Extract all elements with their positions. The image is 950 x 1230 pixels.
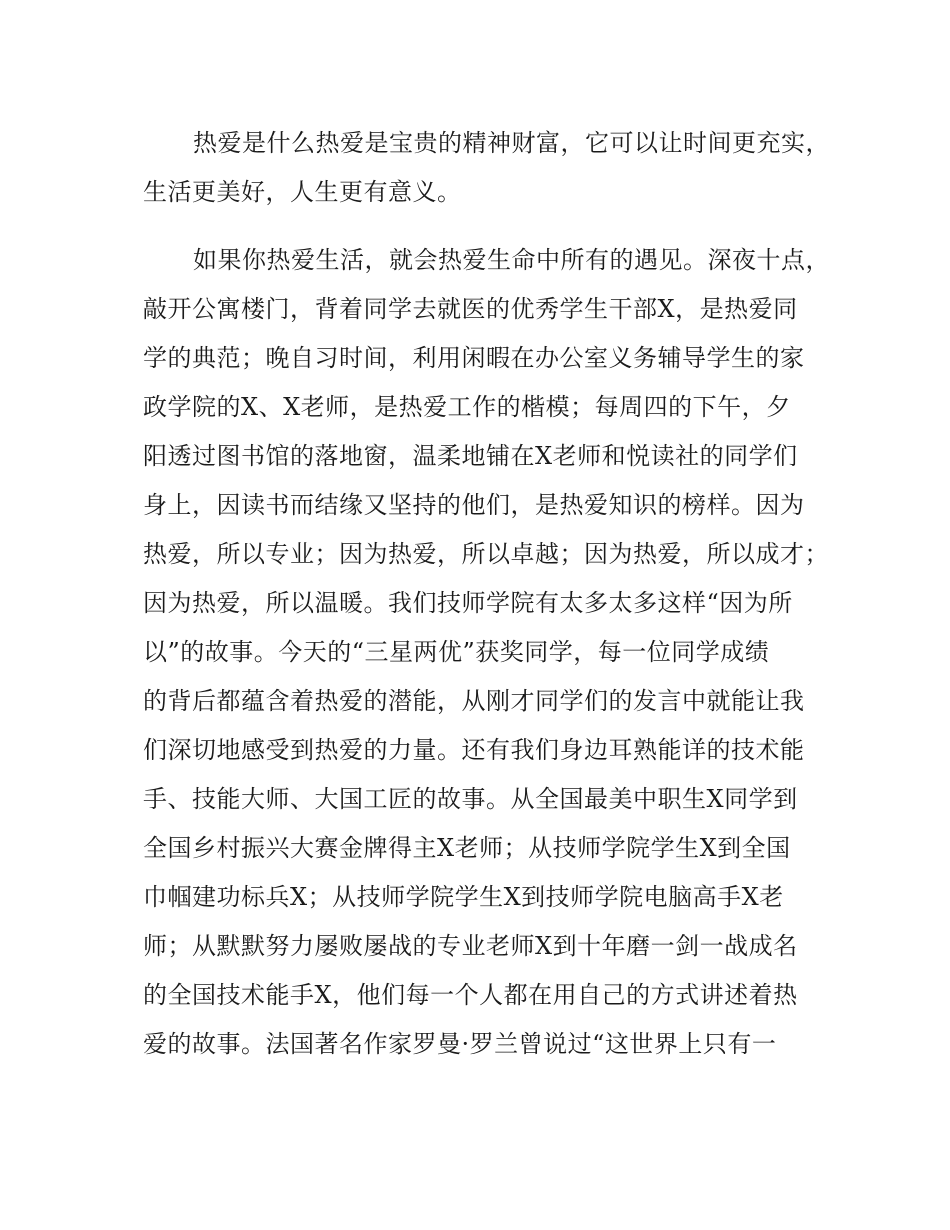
text-line: 因为热爱，所以温暖。我们技师学院有太多太多这样“因为所 <box>143 589 793 617</box>
text-line: 全国乡村振兴大赛金牌得主X老师；从技师学院学生X到全国 <box>143 834 791 862</box>
text-line: 们深切地感受到热爱的力量。还有我们身边耳熟能详的技术能 <box>143 736 805 764</box>
text-line: 巾帼建功标兵X；从技师学院学生X到技师学院电脑高手X老 <box>143 883 784 911</box>
text-line: 热爱，所以专业；因为热爱，所以卓越；因为热爱，所以成才； <box>143 540 829 568</box>
text-line: 手、技能大师、大国工匠的故事。从全国最美中职生X同学到 <box>143 785 798 813</box>
text-line: 学的典范；晚自习时间，利用闲暇在办公室义务辅导学生的家 <box>143 344 805 372</box>
text-line: 热爱是什么热爱是宝贵的精神财富，它可以让时间更充实， <box>193 129 830 157</box>
text-line: 爱的故事。法国著名作家罗曼·罗兰曾说过“这世界上只有一 <box>143 1030 777 1058</box>
text-line: 阳透过图书馆的落地窗，温柔地铺在X老师和悦读社的同学们 <box>143 442 798 470</box>
text-line: 师；从默默努力屡败屡战的专业老师X到十年磨一剑一战成名 <box>143 932 798 960</box>
text-line: 政学院的X、X老师，是热爱工作的楷模；每周四的下午，夕 <box>143 393 791 421</box>
text-line: 的全国技术能手X，他们每一个人都在用自己的方式讲述着热 <box>143 981 798 1009</box>
text-line: 身上，因读书而结缘又坚持的他们，是热爱知识的榜样。因为 <box>143 491 805 519</box>
text-line: 敲开公寓楼门，背着同学去就医的优秀学生干部X，是热爱同 <box>143 295 798 323</box>
text-line: 生活更美好，人生更有意义。 <box>143 178 462 206</box>
text-line: 以”的故事。今天的“三星两优”获奖同学，每一位同学成绩 <box>143 638 770 666</box>
text-line: 如果你热爱生活，就会热爱生命中所有的遇见。深夜十点， <box>193 246 830 274</box>
text-line: 的背后都蕴含着热爱的潜能，从刚才同学们的发言中就能让我 <box>143 687 805 715</box>
